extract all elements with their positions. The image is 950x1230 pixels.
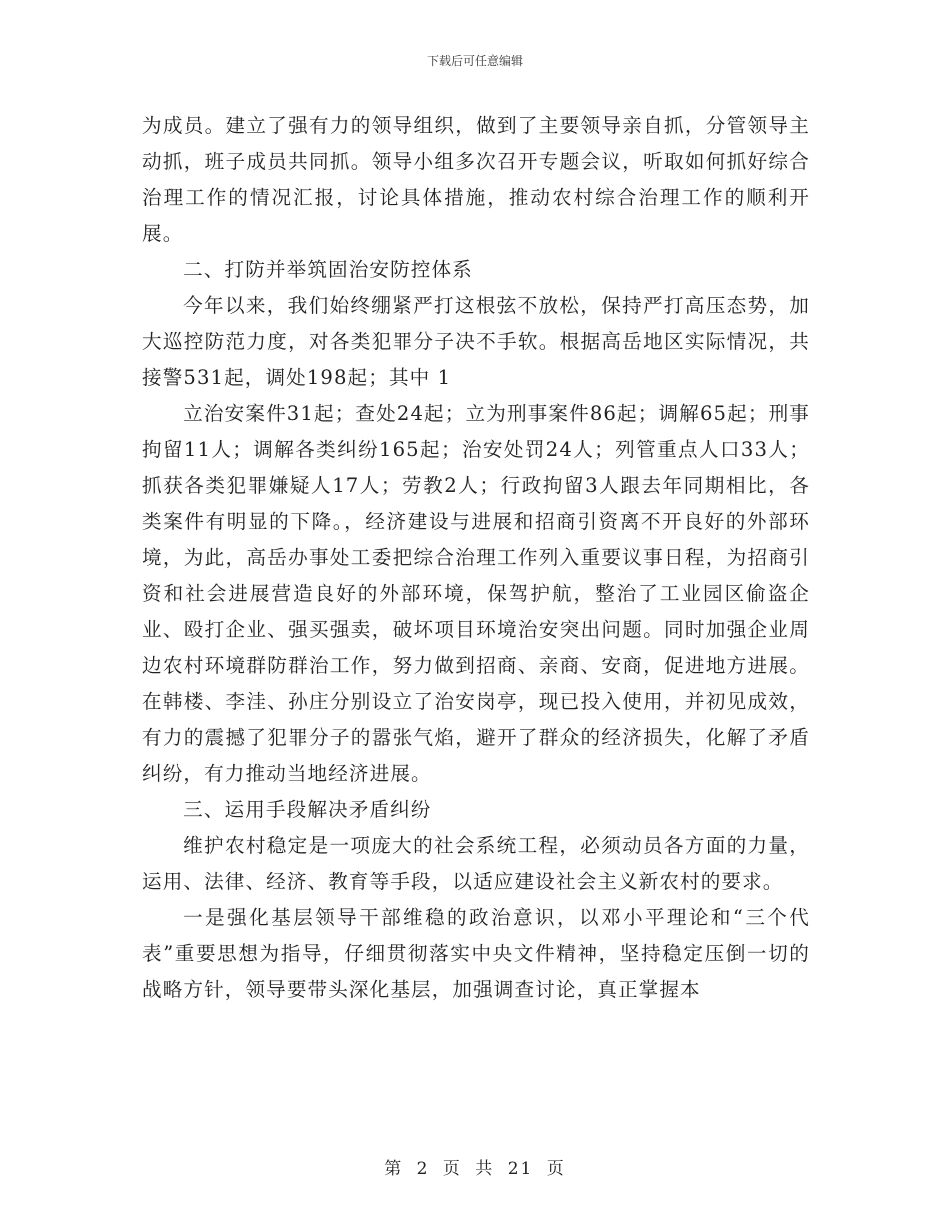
paragraph-3: 今年以来，我们始终绷紧严打这根弦不放松，保持严打高压态势，加大巡控防范力度，对各类犯罪分子决不手软。根据高岳地区实际情况，共接警531起，调处198起；其中 1 xyxy=(142,294,810,389)
paragraph-7: 一是强化基层领导干部维稳的政治意识，以邓小平理论和“三个代表”重要思想为指导，仔细贯彻落实中央文件精神，坚持稳定压倒一切的战略方针，领导要带头深化基层，加强调查讨论，真正掌握本 xyxy=(142,906,810,1001)
document-body xyxy=(142,108,810,1008)
paragraph-6: 维护农村稳定是一项庞大的社会系统工程，必须动员各方面的力量，运用、法律、经济、教育等手段，以适应建设社会主义新农村的要求。 xyxy=(142,834,810,893)
page-header-note: 下载后可任意编辑 xyxy=(426,54,523,68)
paragraph-1: 为成员。建立了强有力的领导组织，做到了主要领导亲自抓，分管领导主动抓，班子成员共同抓。领导小组多次召开专题会议，听取如何抓好综合治理工作的情况汇报，讨论具体措施，推动农村综合治理工作的顺利开展。 xyxy=(142,114,810,245)
section-heading-3: 三、运用手段解决矛盾纠纷 xyxy=(183,798,432,821)
section-heading-2: 二、打防并举筑固治安防控体系 xyxy=(183,258,473,281)
paragraph-4: 立治安案件31起；查处24起；立为刑事案件86起；调解65起；刑事拘留11人；调解各类纠纷165起；治安处罚24人；列管重点人口33人；抓获各类犯罪嫌疑人17人；劳教2人；行政拘留3人跟去年同期相比，各类案件有明显的下降。，经济建设与进展和招商引资离不开良好的外部环境，为此，高岳办事处工委把综合治理工作列入重要议事日程，为招商引资和社会进展营造良好的外部环境，保驾护航，整治了工业园区偷盗企业、殴打企业、强买强卖，破坏项目环境治安突出问题。同时加强企业周边农村环境群防群治工作，努力做到招商、亲商、安商，促进地方进展。在韩楼、李洼、孙庄分别设立了治安岗亭，现已投入使用，并初见成效，有力的震撼了犯罪分子的嚣张气焰，避开了群众的经济损失，化解了矛盾纠纷，有力推动当地经济进展。 xyxy=(142,402,810,785)
page-number-footer: 第 2 页 共 21 页 xyxy=(384,1159,566,1179)
